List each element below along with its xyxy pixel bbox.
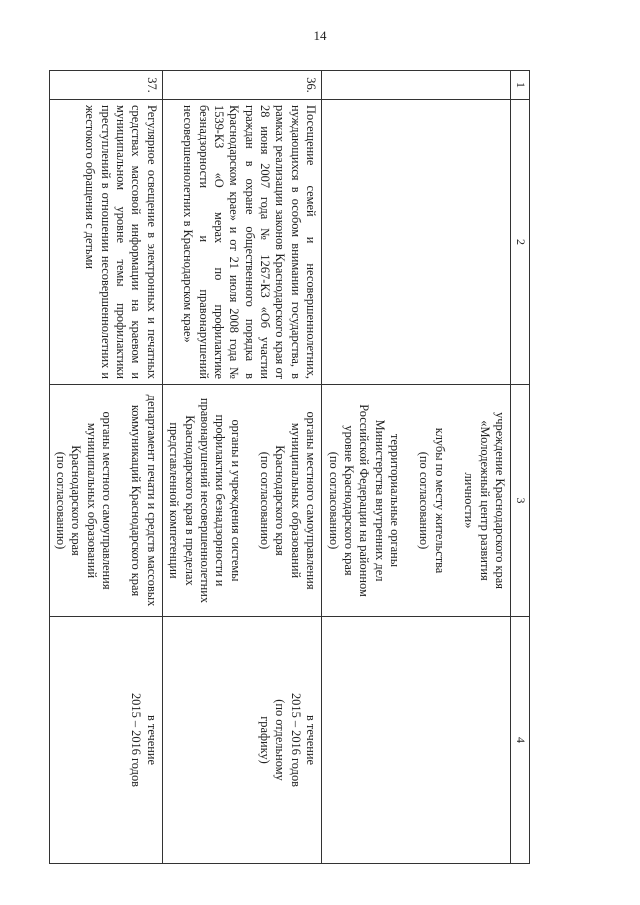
term-line: (по отдельному — [273, 699, 288, 781]
executors-cell — [322, 385, 511, 617]
row-number — [322, 71, 511, 100]
term-cell — [322, 617, 511, 864]
executor-line: (по согласованию) — [417, 451, 432, 550]
table-header-row — [511, 71, 530, 864]
executor-group-gap — [402, 390, 416, 611]
header-col-4: 4 — [511, 617, 530, 864]
rotated-table-container — [54, 70, 530, 835]
header-col-1: 1 — [511, 71, 530, 100]
term-line: 2015 – 2016 годов — [288, 692, 303, 787]
executor-line: профилактики безнадзорности и — [213, 414, 228, 587]
table-row — [162, 71, 321, 864]
executor-line: личности» — [462, 472, 477, 529]
executors-cell — [162, 385, 321, 617]
row-number: 36. — [162, 71, 321, 100]
executor-line: «Молодежный центр развития — [477, 420, 492, 581]
term-line: в течение — [304, 714, 319, 766]
executor-line: территориальные органы — [388, 433, 403, 568]
row-number: 37. — [49, 71, 162, 100]
executor-line: Российской Федерации на районном — [357, 404, 372, 597]
executor-line: Краснодарского края — [273, 445, 288, 556]
executor-line: коммуникаций Краснодарского края — [129, 404, 144, 597]
executor-group-gap — [114, 390, 128, 611]
executor-line: муниципальных образований — [84, 422, 99, 579]
executor-line: (по согласованию) — [258, 451, 273, 550]
executor-group-gap — [243, 390, 257, 611]
term-line: в течение — [144, 714, 159, 766]
executor-line: (по согласованию) — [326, 451, 341, 550]
term-cell — [49, 617, 162, 864]
executor-line: органы местного самоуправления — [304, 411, 319, 590]
executor-line: муниципальных образований — [288, 422, 303, 579]
page-number: 14 — [313, 28, 327, 43]
executor-line: клубы по месту жительства — [432, 427, 447, 574]
executor-line: учреждение Краснодарского края — [493, 412, 507, 589]
executor-line: Министерства внутренних дел — [372, 419, 387, 582]
executor-line: Краснодарского края — [69, 445, 84, 556]
executor-line: представленной компетенции — [167, 422, 182, 579]
header-col-2: 2 — [511, 100, 530, 385]
table-row — [322, 71, 511, 864]
table-row — [49, 71, 162, 864]
activity-cell — [322, 100, 511, 385]
executor-line: правонарушений несовершеннолетних — [198, 397, 212, 604]
term-line: 2015 – 2016 годов — [129, 692, 144, 787]
header-col-3: 3 — [511, 385, 530, 617]
executor-line: органы местного самоуправления — [100, 411, 115, 590]
executor-line: органы и учреждения системы — [228, 419, 243, 582]
executor-group-gap — [447, 390, 461, 611]
executor-line: (по согласованию) — [54, 451, 68, 550]
term-cell — [162, 617, 321, 864]
executor-line: Краснодарского края в пределах — [182, 415, 197, 586]
measures-table — [49, 70, 530, 864]
term-line: графику) — [258, 716, 273, 764]
activity-cell: Посещение семей и несовершеннолетних, нуждающихся в особом внимании государства, в рамках реализации законов Краснодарского края от 28 июня 2007 года № 1267-КЗ «Об участии граждан в охране общественного порядка в Краснодарском крае» и от 21 июля 2008 года № 1539-КЗ «О мерах по профилактике безнадзорности и правонарушений несовершеннолетних в Краснодарском крае» — [162, 100, 321, 385]
executors-cell — [49, 385, 162, 617]
executor-line: уровне Краснодарского края — [342, 425, 356, 576]
activity-cell: Регулярное освещение в электронных и печатных средствах массовой информации на краевом и муниципальном уровне темы профилактики преступлений в отношении несовершеннолетних и жестокого обращения с детьми — [49, 100, 162, 385]
executor-line: департамент печати и средств массовых — [144, 394, 159, 607]
